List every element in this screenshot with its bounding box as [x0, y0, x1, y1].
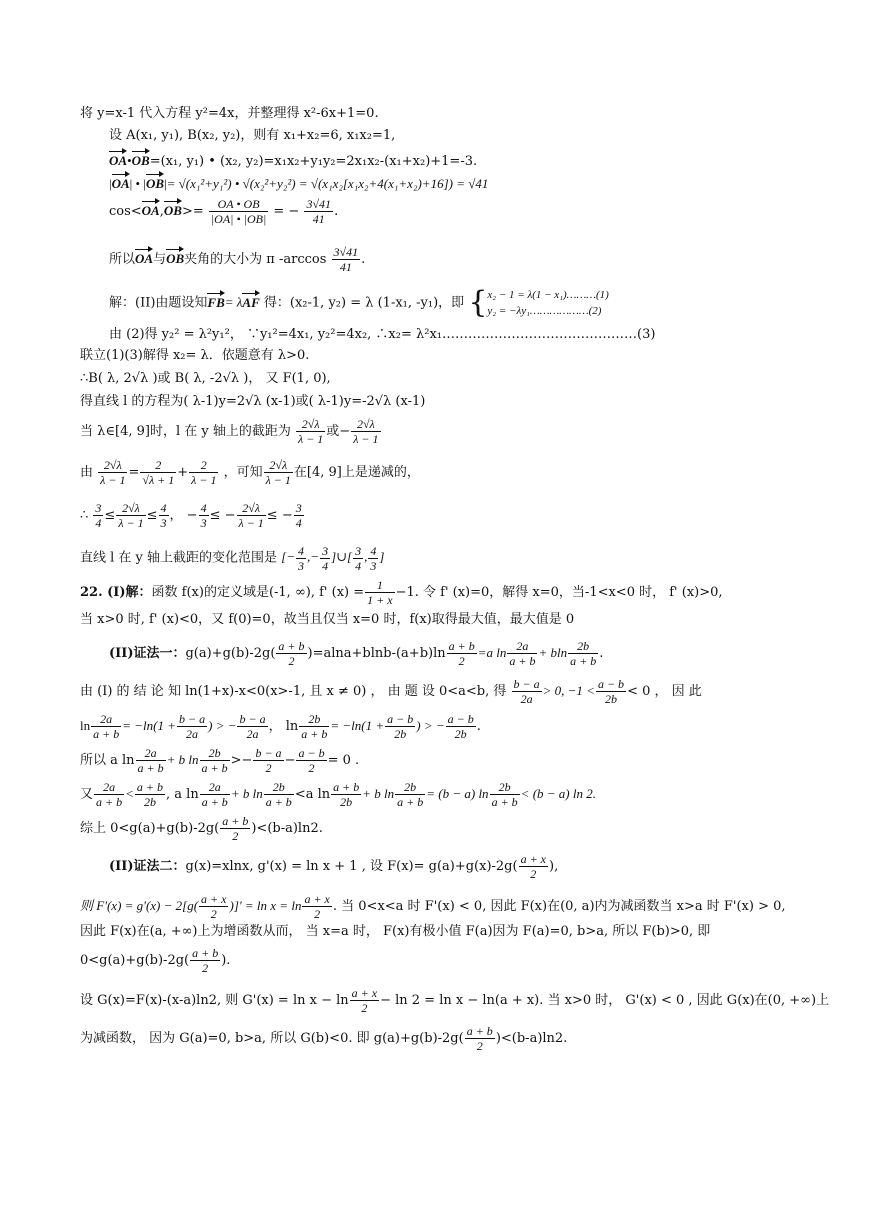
- fraction-2sqrtl-over-l1: $\frac{2√\lambda}{\lambda - 1}$: [298, 417, 324, 446]
- solution-line-16: [80, 579, 723, 606]
- dot-operator: •: [127, 153, 132, 168]
- solution-line-22: [80, 781, 596, 808]
- text-conclusion-2: )<(b-a)ln2.: [495, 1031, 568, 1046]
- fraction-b: $\frac{2}{√\lambda + 1}$: [142, 458, 175, 487]
- fraction-2sqrtl-over-l1-b: $\frac{2√\lambda}{\lambda - 1}$: [353, 417, 379, 446]
- text-intercept: 当 λ∈[4, 9]时，l 在 y 轴上的截距为: [80, 424, 291, 439]
- text-cos: cos<: [109, 204, 142, 219]
- text-lt0: < 0 ， 因 此: [627, 684, 702, 699]
- fraction-g2: $\frac{b - a}{2a}$: [179, 712, 206, 741]
- text-you: 由: [80, 465, 94, 480]
- solution-line-18: [109, 640, 603, 667]
- solution-line-15: [80, 545, 384, 572]
- text-line-eq: 得直线 l 的方程为( λ-1)y=2√λ (x-1)或( λ-1)y=-2√λ (x-1): [80, 394, 426, 409]
- text-period-3: .: [599, 646, 604, 661]
- text-period: .: [334, 204, 339, 219]
- fraction-ba-2a: $\frac{b - a}{2a}$: [513, 677, 540, 706]
- fraction-o1: $\frac{a + b}{2}$: [466, 1024, 493, 1053]
- solution-line-1: [80, 107, 379, 120]
- vector-af: AF: [242, 294, 260, 310]
- solution-line-2: [109, 129, 395, 142]
- vector-oa-angle: OA: [135, 251, 154, 266]
- solution-line-5: cos<OA,OB>= $\frac{OA • OB}{|OA| • |OB|}$ = − $\frac{3√41}{41}$ .: [109, 197, 339, 226]
- text-plus-bln-3: + b ln: [362, 786, 395, 801]
- text-decreasing: 在[4, 9]上是递减的，: [293, 465, 420, 480]
- text-zongshang: 综上 0<g(a)+g(b)-2g(: [80, 821, 220, 836]
- fraction-i7: $\frac{2b}{a + b}$: [491, 780, 518, 809]
- fraction-n1: $\frac{a + x}{2}$: [351, 986, 378, 1015]
- fraction-h3: $\frac{b - a}{2}$: [255, 746, 282, 775]
- text-22-part-i: 22. (I)解：: [80, 585, 152, 600]
- fraction-i4: $\frac{2b}{a + b}$: [265, 780, 292, 809]
- fraction-h2: $\frac{2b}{a + b}$: [201, 746, 228, 775]
- text-a-ln-2: , a ln: [166, 787, 199, 802]
- text-gt-neg: ) > −: [208, 718, 237, 733]
- vector-oa-abs: OA: [111, 176, 130, 191]
- text-eq-zero: = 0 .: [327, 753, 360, 768]
- fraction-ab-2: $\frac{a + b}{2}$: [278, 639, 305, 668]
- solution-line-12: [80, 418, 382, 445]
- text-period-2: .: [361, 252, 366, 267]
- solution-line-29: [80, 1025, 567, 1052]
- fraction-g5: $\frac{a - b}{2b}$: [387, 712, 414, 741]
- fraction-d: $\frac{2√\lambda}{\lambda - 1}$: [265, 458, 291, 487]
- solution-line-24: [109, 853, 558, 880]
- text-eq-lambda: = λ: [224, 294, 243, 310]
- vector-oa-cos: OA: [141, 203, 160, 218]
- vector-ob-abs: OB: [145, 176, 164, 191]
- fraction-k1: $\frac{a + x}{2}$: [520, 852, 547, 881]
- text-neg-ln-2: = −ln(1 +: [330, 718, 385, 733]
- solution-line-3: [109, 151, 477, 168]
- text-you-2: 又: [80, 787, 94, 802]
- fraction-ab-2-b: $\frac{a + b}{2}$: [448, 639, 475, 668]
- fraction-angle: $\frac{3√41}{41}$: [333, 245, 359, 274]
- fraction-i5: $\frac{a + b}{2b}$: [333, 780, 360, 809]
- text-magnitude-product: = √(x₁²+y₁²) • √(x₂²+y₂²) = √(x₁x₂[x₁x₂+4(x₁+x₂)+16]) = √41: [166, 176, 489, 191]
- text-gt-eq: >=: [181, 204, 204, 219]
- text-max: 当 x>0 时, f' (x)<0，又 f(0)=0，故当且仅当 x=0 时，f(x)取得最大值，最大值是 0: [80, 612, 575, 627]
- solution-line-4: [109, 174, 488, 191]
- fraction-e: $\frac{2√\lambda}{\lambda - 1}$: [118, 501, 144, 530]
- text-ineq: 0<g(a)+g(b)-2g(: [80, 953, 190, 968]
- fraction-a: $\frac{2√\lambda}{\lambda - 1}$: [100, 458, 126, 487]
- text-yu: 与: [153, 252, 167, 267]
- fraction-4-3-b: $\frac{4}{3}$: [200, 501, 207, 530]
- vector-ob: OB: [131, 153, 150, 168]
- solution-line-7: [109, 287, 609, 319]
- fraction-g3: $\frac{b - a}{2a}$: [239, 712, 266, 741]
- text-lt: <: [125, 786, 134, 801]
- text-a-ln: =a ln: [477, 645, 507, 660]
- solution-line-20: [80, 713, 481, 740]
- text-part-ii: 解：(II)由题设知: [109, 295, 208, 311]
- text-gt-neg-2: ) > −: [416, 718, 445, 733]
- text-proof-2: (II)证法二：: [109, 859, 186, 874]
- text-ba-ln: = (b − a) ln: [426, 786, 489, 801]
- text-dot-product: =(x₁, y₁) • (x₂, y₂)=x₁x₂+y₁y₂=2x₁x₂-(x₁+x₂)+1=-3.: [149, 154, 478, 169]
- abs-bar-left: |: [109, 176, 112, 191]
- fraction-1-over-1x: $\frac{1}{1 + x}$: [367, 578, 393, 607]
- text-from-i: 由 (I) 的 结 论 知 ln(1+x)-x<0(x>-1, 且 x ≠ 0) ， 由 题 设 0<a<b, 得: [80, 684, 507, 699]
- fraction-4-3: $\frac{4}{3}$: [160, 501, 167, 530]
- fraction-2b-ab: $\frac{2b}{a + b}$: [570, 639, 597, 668]
- abs-bar-right: |: [164, 176, 167, 191]
- text-comma: ，: [169, 508, 183, 523]
- solution-line-13: 由 $\frac{2√\lambda}{\lambda - 1}$ = $\frac{2}{√\lambda + 1}$ + $\frac{2}{\lambda - 1}$ ，可知 $\frac{2√\lambda}{\lambda - 1}$ 在[4, 9]上是递减的，: [80, 458, 420, 487]
- text-substitute: 将 y=x-1 代入方程 y²=4x，并整理得 x²-6x+1=0.: [80, 106, 379, 121]
- solution-line-19: [80, 678, 702, 705]
- text-eq-ln: )]' = ln x = ln: [229, 898, 302, 913]
- text-eq-minus: = −: [273, 204, 300, 219]
- text-suoyi-2: 所以 a ln: [80, 753, 135, 768]
- text-set-points: 设 A(x₁, y₁), B(x₂, y₂)，则有 x₁+x₂=6, x₁x₂=1,: [109, 128, 396, 143]
- fraction-ab-2b: $\frac{a - b}{2b}$: [597, 677, 625, 706]
- fraction-g6: $\frac{a - b}{2b}$: [447, 712, 474, 741]
- text-conclusion-1: )<(b-a)ln2.: [251, 821, 323, 836]
- fraction-cos: $\frac{OA • OB}{|OA| • |OB|}$: [210, 197, 267, 226]
- solution-line-28: [80, 987, 829, 1014]
- text-domain: 函数 f(x)的定义域是(-1, ∞), f' (x) =: [151, 585, 365, 600]
- fraction-c: $\frac{2}{\lambda - 1}$: [191, 458, 217, 487]
- interval-range: [− $\frac{4}{3}$ ,− $\frac{3}{4}$ ]∪[ $\frac{3}{4}$ , $\frac{4}{3}$ ]: [281, 544, 385, 573]
- text-f-prime: 则 F'(x) = g'(x) − 2[g(: [80, 898, 199, 913]
- text-derive: 得：(x₂-1, y₂) = λ (1-x₁, -y₁)，即: [263, 295, 465, 311]
- solution-line-25: [80, 893, 786, 920]
- text-gt0: > 0, −1 <: [542, 683, 595, 698]
- vector-fb: FB: [207, 294, 225, 310]
- text-define-f: g(x)=xlnx, g'(x) = ln x + 1 , 设 F(x)= g(a)+g(x)-2g(: [185, 859, 518, 874]
- text-lt-aln: <a ln: [294, 787, 331, 802]
- solution-line-11: [80, 395, 425, 408]
- fraction-j1: $\frac{a + b}{2}$: [222, 814, 249, 843]
- text-expand: )=alna+blnb-(a+b)ln: [307, 646, 446, 661]
- text-from-2: 由 (2)得 y₂² = λ²y₁²， ∵y₁²=4x₁, y₂²=4x₂, ∴x₂= λ²x₁………………………………………(3): [109, 327, 656, 342]
- solution-line-8: [109, 328, 655, 341]
- text-proof-1: (II)证法一：: [109, 646, 186, 661]
- text-plus-bln: + b ln: [166, 752, 199, 767]
- solution-line-14: ∴ $\frac{3}{4}$ ≤ $\frac{2√\lambda}{\lambda - 1}$ ≤ $\frac{4}{3}$ ， − $\frac{4}{3}$ ≤ − $\frac{2√\lambda}{\lambda - 1}$ ≤ − $\frac{3}{4}$: [80, 501, 302, 530]
- text-lt-ln2: < (b − a) ln 2.: [520, 786, 596, 801]
- solution-line-9: [80, 349, 309, 362]
- solution-line-21: [80, 747, 359, 774]
- text-derivative: −1. 令 f' (x)=0，解得 x=0，当-1<x<0 时， f' (x)>0,: [395, 585, 723, 600]
- text-define-g: 设 G(x)=F(x)-(x-a)ln2, 则 G'(x) = ln x − ln: [80, 993, 349, 1008]
- fraction-3-4: $\frac{3}{4}$: [95, 501, 102, 530]
- fraction-g1: $\frac{2a}{a + b}$: [93, 712, 120, 741]
- fraction-g4: $\frac{2b}{a + b}$: [301, 712, 328, 741]
- fraction-3sqrt41-over-41: $\frac{3√41}{41}$: [306, 197, 332, 226]
- text-range: 直线 l 在 y 轴上截距的变化范围是: [80, 550, 278, 566]
- text-final: 为减函数， 因为 G(a)=0, b>a, 所以 G(b)<0. 即 g(a)+g(b)-2g(: [80, 1031, 464, 1046]
- solution-line-23: [80, 815, 323, 842]
- text-gt-minus: >−: [230, 753, 253, 768]
- fraction-l1: $\frac{a + x}{2}$: [201, 892, 227, 921]
- abs-dot: | • |: [129, 176, 146, 191]
- text-g-decreasing: − ln 2 = ln x − ln(a + x). 当 x>0 时， G'(x) < 0 , 因此 G(x)在(0, +∞)上: [380, 993, 830, 1008]
- equation-system: x₂ − 1 = λ(1 − x₁)………(1) y₂ = −λy₁………………(2): [487, 289, 609, 317]
- text-g-sum: g(a)+g(b)-2g(: [185, 646, 276, 661]
- text-b-ln: + bln: [538, 645, 568, 660]
- text-close-paren: ),: [549, 859, 559, 874]
- fraction-m1: $\frac{a + b}{2}$: [192, 946, 219, 975]
- text-point-b: ∴B( λ, 2√λ )或 B( λ, -2√λ )， 又 F(1, 0),: [80, 371, 331, 386]
- text-close-paren-2: ).: [221, 953, 231, 968]
- fraction-3-4-b: $\frac{3}{4}$: [295, 501, 302, 530]
- text-minus: −: [284, 753, 296, 768]
- text-therefore: ∴: [80, 508, 89, 523]
- fraction-i6: $\frac{2b}{a + b}$: [397, 780, 424, 809]
- solution-line-10: [80, 372, 331, 385]
- text-ln: ln: [80, 718, 91, 733]
- fraction-i2: $\frac{a + b}{2b}$: [136, 780, 164, 809]
- vector-ob-cos: OB: [163, 203, 182, 218]
- text-angle-result: 夹角的大小为 π -arccos: [184, 252, 327, 267]
- text-plus-bln-2: + b ln: [230, 786, 263, 801]
- solution-line-6: [109, 246, 365, 273]
- fraction-l2: $\frac{a + x}{2}$: [304, 892, 330, 921]
- text-increasing: 因此 F(x)在(a, +∞)上为增函数从而， 当 x=a 时， F(x)有极小值 F(a)因为 F(a)=0, b>a, 所以 F(b)>0, 即: [80, 924, 711, 939]
- text-solve: 联立(1)(3)解得 x₂= λ．依题意有 λ>0.: [80, 348, 310, 363]
- fraction-i3: $\frac{2a}{a + b}$: [201, 780, 228, 809]
- fraction-f: $\frac{2√\lambda}{\lambda - 1}$: [238, 501, 264, 530]
- text-monotonic: . 当 0<x<a 时 F'(x) < 0, 因此 F(x)在(0, a)内为减函数当 x>a 时 F'(x) > 0,: [332, 899, 786, 914]
- vector-oa: OA: [109, 153, 128, 168]
- text-neg-ln: = −ln(1 +: [122, 718, 176, 733]
- fraction-h4: $\frac{a - b}{2}$: [298, 746, 325, 775]
- solution-line-27: [80, 947, 230, 974]
- vector-ob-angle: OB: [166, 251, 185, 266]
- fraction-h1: $\frac{2a}{a + b}$: [137, 746, 164, 775]
- solution-line-17: [80, 613, 574, 626]
- fraction-i1: $\frac{2a}{a + b}$: [96, 780, 123, 809]
- solution-line-26: [80, 925, 710, 938]
- text-comma-ln: ， ln: [268, 719, 299, 734]
- fraction-2a-ab: $\frac{2a}{a + b}$: [509, 639, 536, 668]
- text-kezhi: ，可知: [223, 465, 263, 480]
- text-period-4: .: [476, 719, 481, 734]
- left-brace: {: [468, 285, 488, 320]
- text-or-minus: 或−: [326, 424, 351, 439]
- text-suoyi: 所以: [109, 252, 136, 267]
